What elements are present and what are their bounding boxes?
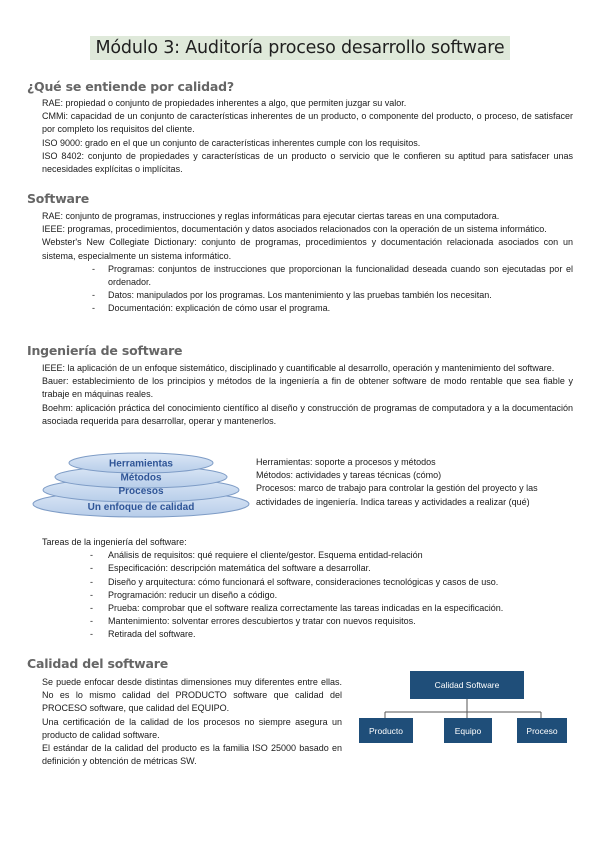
layer-label-metodos: Métodos [120, 472, 162, 484]
list-item: - Prueba: comprobar que el software realiza correctamente las tareas indicadas en la especificación. [90, 602, 582, 615]
list-item: - Mantenimiento: solventar errores descubiertos y tratar con nuevos requisitos. [90, 615, 582, 628]
org-node-proceso: Proceso [517, 718, 567, 743]
list-item: - Datos: manipulados por los programas. Los mantenimiento y las pruebas también los necesitan. [92, 289, 573, 302]
paragraph: El estándar de la calidad del producto es la familia ISO 25000 basado en definición y obtención de métricas SW. [42, 743, 342, 767]
list-item: - Documentación: explicación de cómo usar el programa. [92, 302, 573, 315]
paragraph: RAE: conjunto de programas, instrucciones y reglas informáticas para ejecutar ciertas tareas en una computadora. [42, 211, 500, 221]
list-item: - Especificación: descripción matemática del software a desarrollar. [90, 562, 582, 575]
paragraph: Herramientas: soporte a procesos y métodos [256, 457, 436, 467]
layer-label-calidad: Un enfoque de calidad [87, 502, 195, 513]
paragraph: IEEE: la aplicación de un enfoque sistemático, disciplinado y cuantificable al desarrollo, operación y mantenimiento del software. [42, 363, 555, 373]
paragraph: Boehm: aplicación práctica del conocimiento científico al diseño y construcción de programas de computadora y a la documentación asociada requerida para desarrollar, operar y mantenerlos. [42, 402, 573, 426]
heading-calidad-software: Calidad del software [27, 656, 168, 671]
layer-label-herramientas: Herramientas [109, 458, 173, 470]
heading-ingenieria: Ingeniería de software [27, 343, 183, 358]
list-item: - Diseño y arquitectura: cómo funcionará el software, consideraciones tecnológicas y casos de uso. [90, 576, 582, 589]
paragraph: Métodos: actividades y tareas técnicas (cómo) [256, 470, 442, 481]
layer-label-procesos: Procesos [118, 486, 164, 497]
heading-software: Software [27, 191, 90, 206]
paragraph: Se puede enfocar desde distintas dimensiones muy diferentes entre ellas. No es lo mismo calidad del PRODUCTO software que calidad del PROCESO software, que calidad del EQUIPO. [42, 677, 342, 714]
heading-calidad: ¿Qué se entiende por calidad? [27, 79, 234, 94]
tasks-title: Tareas de la ingeniería del software: [42, 537, 187, 547]
paragraph: ISO 8402: conjunto de propiedades y características de un producto o servicio que le confieren su aptitud para satisfacer unas necesidades explícitas o implícitas. [42, 150, 573, 175]
page-title: Módulo 3: Auditoría proceso desarrollo software [90, 36, 511, 60]
paragraph: Bauer: establecimiento de los principios y métodos de la ingeniería a fin de obtener software de modo rentable que sea fiable y trabaje en máquinas reales. [42, 376, 573, 400]
paragraph: ISO 9000: grado en el que un conjunto de características inherentes cumple con los requisitos. [42, 137, 421, 148]
paragraph: Procesos: marco de trabajo para controlar la gestión del proyecto y las actividades de ingeniería. Indica tareas y actividades a realizar (qué) [256, 483, 538, 507]
list-item: - Programación: reducir un diseño a código. [90, 589, 582, 602]
paragraph: Una certificación de la calidad de los procesos no siempre asegura un producto de calidad software. [42, 716, 342, 740]
org-node-producto: Producto [359, 718, 413, 743]
list-item: - Programas: conjuntos de instrucciones que proporcionan la funcionalidad deseada cuando son ejecutadas por el ordenador. [92, 263, 573, 289]
list-item: - Análisis de requisitos: qué requiere el cliente/gestor. Esquema entidad-relación [90, 549, 582, 562]
paragraph: IEEE: programas, procedimientos, documentación y datos asociados relacionados con la operación de un sistema informático. [42, 224, 547, 235]
org-node-root: Calidad Software [410, 671, 524, 699]
list-item: - Retirada del software. [90, 628, 582, 641]
paragraph: CMMi: capacidad de un conjunto de características inherentes de un producto, o componente del producto, o proceso, de satisfacer por completo los requisitos del cliente. [42, 111, 573, 135]
org-node-equipo: Equipo [444, 718, 492, 743]
paragraph: Webster's New Collegiate Dictionary: conjunto de programas, procedimientos y documentación relacionada asociados con un sistema, especialmente un sistema informático. [42, 237, 573, 261]
paragraph: RAE: propiedad o conjunto de propiedades inherentes a algo, que permiten juzgar su valor. [42, 98, 407, 108]
